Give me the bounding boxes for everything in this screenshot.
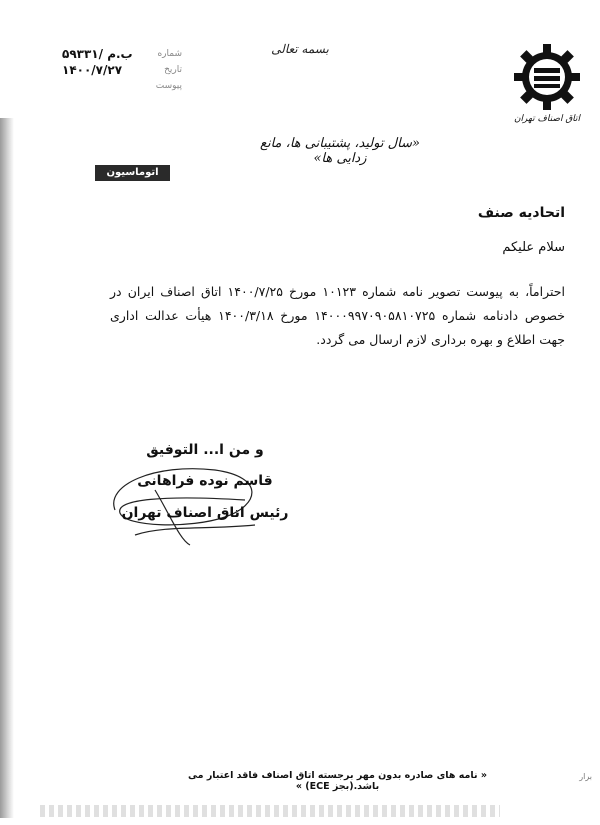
signature-block (105, 435, 305, 529)
meta-date-row (62, 62, 182, 78)
letter-body: احتراماً، به پیوست تصویر نامه شماره ۱۰۱۲۳ مورخ ۱۴۰۰/۷/۲۵ اتاق اصناف ایران در خصوص دادنامه شماره ۱۴۰۰۰۹۹۷۰۹۰۵۸۱۰۷۲۵ مورخ ۱۴۰۰/۳/۱۸ هیأت عدالت اداری جهت اطلاع و بهره برداری لازم ارسال می گردد. (110, 284, 565, 347)
footer-note: « نامه های صادره بدون مهر برجسته اتاق اصناف فاقد اعتبار می باشد.(بجز ECE) » (188, 770, 487, 792)
logo-caption: اتاق اصناف تهران (513, 114, 581, 124)
footer-address-strip (40, 805, 500, 817)
gear-logo-icon (512, 42, 582, 112)
signer-name: قاسم نوده فراهانی (137, 473, 273, 489)
greeting: سلام علیکم (502, 240, 565, 255)
meta-attachment-label: پیوست (155, 81, 182, 91)
letter-meta (62, 46, 182, 94)
meta-attachment-row (62, 78, 182, 94)
signer-title: رئیس اتاق اصناف تهران (121, 505, 289, 521)
year-slogan: «سال تولید، پشتیبانی ها، مانع زدایی ها» (260, 136, 420, 166)
meta-number-value: ۵۹۳۳۱/ ب.م (62, 47, 133, 61)
chamber-logo (512, 42, 582, 134)
scan-edge-shadow (0, 118, 14, 818)
bismillah-header: بسمه تعالی (271, 42, 329, 56)
footer-edge-text: برار (579, 772, 592, 781)
meta-number-row (62, 46, 182, 62)
automation-stamp: اتوماسیون اداری (95, 165, 170, 181)
meta-number-label: شماره (157, 49, 182, 59)
meta-date-value: ۱۴۰۰/۷/۲۷ (62, 63, 123, 77)
recipient: اتحادیه صنف (477, 205, 565, 221)
meta-date-label: تاریخ (164, 65, 182, 75)
closing-phrase: و من ا... التوفیق (146, 442, 264, 458)
